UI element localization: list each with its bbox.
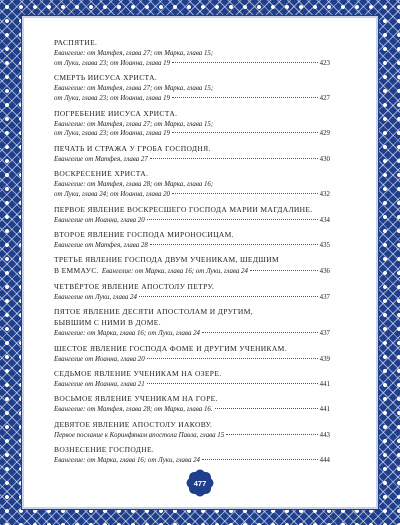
toc-page-number: 443 — [319, 431, 330, 439]
toc-page-number: 441 — [319, 380, 330, 388]
toc-entry-reference: Евангелие: от Матфея, глава 27; от Марка, глава 15; — [54, 49, 214, 57]
dot-leader — [150, 244, 318, 245]
toc-entry-line — [54, 431, 330, 441]
toc-entry-line — [54, 456, 330, 466]
toc-entry — [54, 394, 330, 415]
toc-entry-reference: Первое послание к Коринфянам апостола Павла, глава 15 — [54, 431, 225, 439]
toc-entry — [54, 282, 330, 303]
toc-entry-reference: Евангелие: от Матфея, глава 28; от Марка, глава 16. — [54, 406, 213, 414]
dot-leader — [172, 193, 318, 194]
toc-entry-reference: Евангелие от Матфея, глава 27 — [54, 155, 148, 163]
toc-entry-line — [54, 405, 330, 415]
toc-entry-title: РАСПЯТИЕ. — [54, 38, 98, 47]
toc-entry — [54, 420, 330, 441]
page-number: 477 — [193, 478, 207, 488]
toc-entry — [54, 109, 330, 140]
dot-leader — [202, 332, 318, 333]
toc-entry-reference: Евангелие: от Матфея, глава 28; от Марка, глава 16; — [54, 181, 214, 189]
toc-entry-line — [54, 180, 330, 190]
toc-entry — [54, 344, 330, 365]
toc-page-number: 444 — [319, 457, 330, 465]
dot-leader — [215, 408, 318, 409]
toc-page-number: 429 — [319, 130, 330, 138]
toc-entry-reference: Евангелие: от Марка, глава 16; от Луки, глава 24 — [54, 330, 201, 338]
toc-entry-reference: Евангелие от Иоанна, глава 20 — [54, 216, 145, 224]
toc-page-number: 423 — [319, 59, 330, 67]
toc-page-number: 430 — [319, 155, 330, 163]
toc-entry-title: СЕДЬМОЕ ЯВЛЕНИЕ УЧЕНИКАМ НА ОЗЕРЕ. — [54, 369, 222, 378]
toc-entry — [54, 445, 330, 466]
toc-entry — [54, 205, 330, 226]
table-of-contents — [54, 38, 330, 471]
dot-leader — [139, 296, 318, 297]
toc-entry-title: ВТОРОЕ ЯВЛЕНИЕ ГОСПОДА МИРОНОСИЦАМ. — [54, 230, 234, 240]
toc-entry-line — [54, 94, 330, 104]
toc-entry-reference: Евангелие: от Марка, глава 16; от Луки, глава 24 — [54, 457, 201, 465]
toc-entry-reference: Евангелие от Иоанна, глава 21 — [54, 380, 145, 388]
toc-page-number: 437 — [319, 330, 330, 338]
dot-leader — [172, 97, 318, 98]
toc-page-number: 434 — [319, 216, 330, 224]
toc-entry-line — [54, 266, 330, 277]
toc-entry — [54, 73, 330, 104]
toc-entry-line — [54, 329, 330, 339]
toc-entry-title: ТРЕТЬЕ ЯВЛЕНИЕ ГОСПОДА ДВУМ УЧЕНИКАМ, ШЕДШИМ — [54, 255, 279, 265]
toc-entry-line — [54, 49, 330, 59]
toc-entry-title: ШЕСТОЕ ЯВЛЕНИЕ ГОСПОДА ФОМЕ И ДРУГИМ УЧЕНИКАМ. — [54, 343, 287, 353]
dot-leader — [147, 358, 318, 359]
toc-entry — [54, 255, 330, 277]
toc-entry — [54, 144, 330, 165]
dot-leader — [226, 434, 317, 435]
page-number-badge — [180, 471, 220, 495]
toc-entry-line — [54, 241, 330, 251]
toc-entry-title: СМЕРТЬ ИИСУСА ХРИСТА. — [54, 73, 158, 83]
toc-entry-reference: от Луки, глава 23; от Иоанна, глава 19 — [54, 59, 171, 67]
toc-entry-title: ВОСКРЕСЕНИЕ ХРИСТА. — [54, 169, 149, 179]
toc-entry-reference: Евангелие: от Матфея, глава 27; от Марка, глава 15; — [54, 85, 214, 93]
toc-entry-reference: Евангелие от Иоанна, глава 20 — [54, 355, 145, 363]
toc-entry-reference: от Луки, глава 23; от Иоанна, глава 19 — [54, 130, 171, 138]
toc-entry-line — [54, 355, 330, 365]
toc-entry — [54, 307, 330, 339]
toc-entry-line — [54, 155, 330, 165]
toc-page-number: 439 — [319, 355, 330, 363]
toc-entry-line — [54, 84, 330, 94]
dot-leader — [250, 270, 318, 271]
toc-entry-reference: Евангелие: от Матфея, глава 27; от Марка, глава 15; — [54, 120, 214, 128]
toc-entry — [54, 230, 330, 251]
toc-entry-line — [54, 190, 330, 200]
dot-leader — [202, 459, 318, 460]
toc-entry-title: ПЕЧАТЬ И СТРАЖА У ГРОБА ГОСПОДНЯ. — [54, 143, 211, 153]
toc-entry-title: ПОГРЕБЕНИЕ ИИСУСА ХРИСТА. — [54, 108, 178, 118]
toc-entry-title: ПЕРВОЕ ЯВЛЕНИЕ ВОСКРЕСШЕГО ГОСПОДА МАРИИ МАГДАЛИНЕ. — [54, 204, 313, 214]
dot-leader — [147, 219, 318, 220]
toc-entry-line — [54, 129, 330, 139]
toc-entry — [54, 38, 330, 69]
toc-entry-title: ЧЕТВЁРТОЕ ЯВЛЕНИЕ АПОСТОЛУ ПЕТРУ. — [54, 281, 215, 291]
toc-entry-line — [54, 120, 330, 130]
toc-entry-title: ВОСЬМОЕ ЯВЛЕНИЕ УЧЕНИКАМ НА ГОРЕ. — [54, 394, 218, 404]
toc-page-number: 441 — [319, 406, 330, 414]
toc-entry-reference: Евангелие: от Марка, глава 16; от Луки, глава 24 — [101, 268, 248, 276]
toc-entry-reference: Евангелие от Луки, глава 24 — [54, 293, 137, 301]
toc-entry-title: ДЕВЯТОЕ ЯВЛЕНИЕ АПОСТОЛУ ИАКОВУ. — [54, 419, 213, 429]
toc-entry — [54, 169, 330, 200]
toc-entry-title-continued: БЫВШИМ С НИМИ В ДОМЕ. — [54, 318, 161, 328]
toc-entry — [54, 369, 330, 390]
toc-page-number: 432 — [319, 191, 330, 199]
toc-page-number: 435 — [319, 241, 330, 249]
toc-entry-reference: от Луки, глава 24; от Иоанна, глава 20 — [54, 191, 171, 199]
toc-page-number: 427 — [319, 95, 330, 103]
toc-entry-reference: от Луки, глава 23; от Иоанна, глава 19 — [54, 95, 171, 103]
dot-leader — [172, 62, 318, 63]
toc-entry-line — [54, 59, 330, 69]
toc-page-number: 437 — [319, 293, 330, 301]
toc-entry-title-continued: В ЕММАУС. — [54, 266, 99, 276]
toc-entry-title: ВОЗНЕСЕНИЕ ГОСПОДНЕ. — [54, 445, 155, 455]
dot-leader — [150, 158, 318, 159]
toc-entry-reference: Евангелие от Матфея, глава 28 — [54, 241, 148, 249]
toc-page-number: 436 — [319, 268, 330, 276]
dot-leader — [147, 383, 318, 384]
toc-entry-title: ПЯТОЕ ЯВЛЕНИЕ ДЕСЯТИ АПОСТОЛАМ И ДРУГИМ, — [54, 307, 253, 317]
toc-entry-line — [54, 293, 330, 303]
dot-leader — [172, 132, 318, 133]
toc-entry-line — [54, 380, 330, 390]
toc-entry-line — [54, 216, 330, 226]
